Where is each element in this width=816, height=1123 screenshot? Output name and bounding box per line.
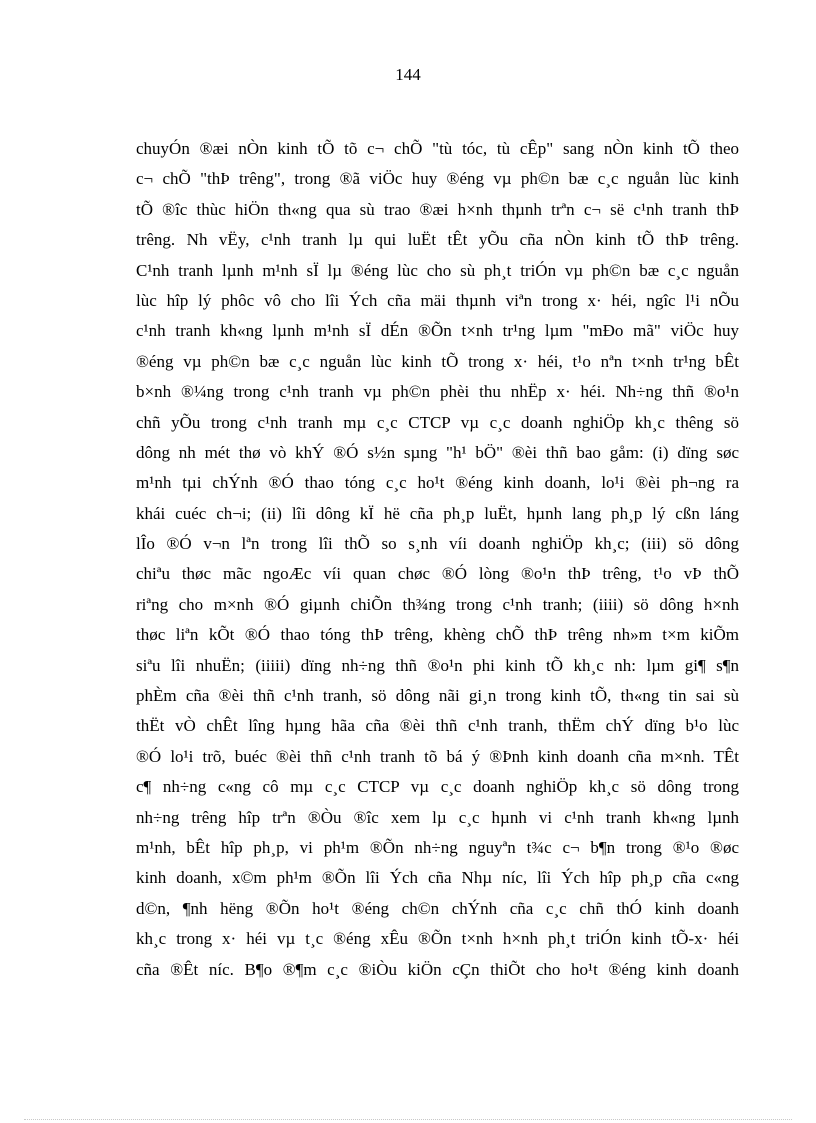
text-line: thøc liªn kÕt ®Ó thao tóng thÞ trêng, khèng chÕ thÞ trêng nh»m t×m kiÕm <box>136 625 739 645</box>
text-line: thËt vÒ chÊt lîng hµng hãa cña ®èi thñ c¹nh tranh, thËm chÝ dïng b¹o lùc <box>136 716 739 736</box>
text-line: b×nh ®¼ng trong c¹nh tranh vµ ph©n phèi thu nhËp x· héi. Nh÷ng thñ ®o¹n <box>136 382 739 402</box>
text-line: lùc hîp lý phôc vô cho lîi Ých cña mäi thµnh viªn trong x· héi, ngîc l¹i nÕu <box>136 290 739 310</box>
text-line: siªu lîi nhuËn; (iiiii) dïng nh÷ng thñ ®o¹n phi kinh tÕ kh¸c nh: lµm gi¶ s¶n <box>136 655 739 675</box>
text-line: kinh doanh, x©m ph¹m ®Õn lîi Ých cña Nhµ níc, lîi Ých hîp ph¸p cña c«ng <box>136 868 739 888</box>
text-line: c¶ nh÷ng c«ng cô mµ c¸c CTCP vµ c¸c doanh nghiÖp kh¸c sö dông trong <box>136 777 739 797</box>
text-line: trêng. Nh vËy, c¹nh tranh lµ qui luËt tÊt yÕu cña nÒn kinh tÕ thÞ trêng. <box>136 230 739 250</box>
body-text <box>136 134 739 985</box>
text-line: nh÷ng trêng hîp trªn ®Òu ®îc xem lµ c¸c hµnh vi c¹nh tranh kh«ng lµnh <box>136 807 739 827</box>
text-line: chñ yÕu trong c¹nh tranh mµ c¸c CTCP vµ c¸c doanh nghiÖp kh¸c thêng sö <box>136 412 739 432</box>
page-bottom-divider <box>24 1119 792 1120</box>
text-line: ®éng vµ ph©n bæ c¸c nguån lùc kinh tÕ trong x· héi, t¹o nªn t×nh tr¹ng bÊt <box>136 351 739 371</box>
text-line: m¹nh, bÊt hîp ph¸p, vi ph¹m ®Õn nh÷ng nguyªn t¾c c¬ b¶n trong ®¹o ®øc <box>136 837 739 857</box>
text-line: tÕ ®îc thùc hiÖn th«ng qua sù trao ®æi h×nh thµnh trªn c¬ së c¹nh tranh thÞ <box>136 199 739 219</box>
text-line: chuyÓn ®æi nÒn kinh tÕ tõ c¬ chÕ "tù tóc, tù cÊp" sang nÒn kinh tÕ theo <box>136 139 739 158</box>
text-line: phÈm cña ®èi thñ c¹nh tranh, sö dông nãi gi¸n trong kinh tÕ, th«ng tin sai sù <box>136 686 739 706</box>
text-line: riªng cho m×nh ®Ó giµnh chiÕn th¾ng trong c¹nh tranh; (iiii) sö dông h×nh <box>136 594 739 614</box>
text-line: c¬ chÕ "thÞ trêng", trong ®ã viÖc huy ®éng vµ ph©n bæ c¸c nguån lùc kinh <box>136 169 739 189</box>
text-line: lÎo ®Ó v¬n lªn trong lîi thÕ so s¸nh víi doanh nghiÖp kh¸c; (iii) sö dông <box>136 534 739 554</box>
page-number: 144 <box>395 65 421 84</box>
text-line: chiªu thøc mãc ngoÆc víi quan chøc ®Ó lòng ®o¹n thÞ trêng, t¹o vÞ thÕ <box>136 564 739 584</box>
text-line: khái cuéc ch¬i; (ii) lîi dông kÏ hë cña ph¸p luËt, hµnh lang ph¸p lý cßn láng <box>136 503 739 523</box>
text-line: cña ®Êt níc. B¶o ®¶m c¸c ®iÒu kiÖn cÇn thiÕt cho ho¹t ®éng kinh doanh <box>136 959 739 979</box>
text-line: ®Ó lo¹i trõ, buéc ®èi thñ c¹nh tranh tõ bá ý ®Þnh kinh doanh cña m×nh. TÊt <box>136 746 739 766</box>
text-line: C¹nh tranh lµnh m¹nh sÏ lµ ®éng lùc cho sù ph¸t triÓn vµ ph©n bæ c¸c nguån <box>136 260 739 280</box>
text-line: d©n, ¶nh hëng ®Õn ho¹t ®éng ch©n chÝnh cña c¸c chñ thÓ kinh doanh <box>136 898 739 918</box>
text-line: m¹nh tµi chÝnh ®Ó thao tóng c¸c ho¹t ®éng kinh doanh, lo¹i ®èi ph¬ng ra <box>136 473 739 493</box>
text-line: dông nh mét thø vò khÝ ®Ó s½n sµng "h¹ bÖ" ®èi thñ bao gåm: (i) dïng søc <box>136 442 739 462</box>
text-line: c¹nh tranh kh«ng lµnh m¹nh sÏ dÉn ®Õn t×nh tr¹ng lµm "mÐo mã" viÖc huy <box>136 321 739 341</box>
text-line: kh¸c trong x· héi vµ t¸c ®éng xÊu ®Õn t×nh h×nh ph¸t triÓn kinh tÕ-x· héi <box>136 929 739 949</box>
